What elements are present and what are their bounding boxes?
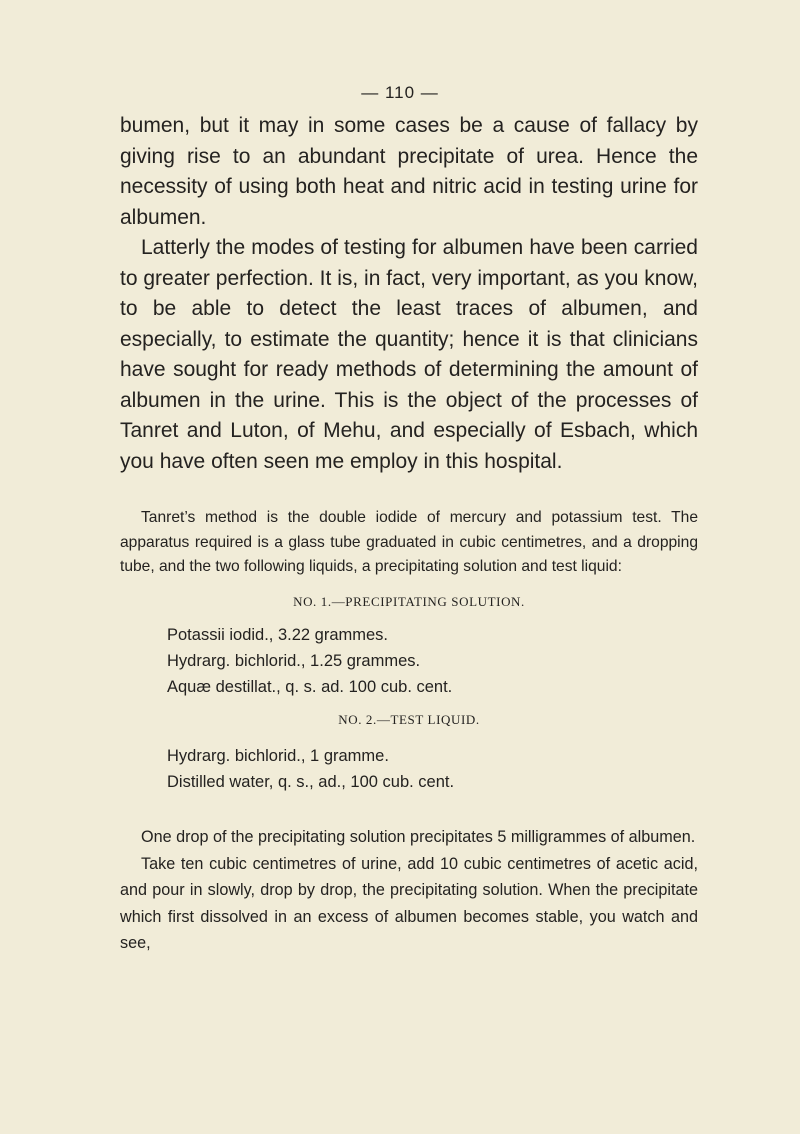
- recipe-line: Hydrarg. bichlorid., 1 gramme.: [167, 746, 389, 765]
- recipe-line: Hydrarg. bichlorid., 1.25 grammes.: [167, 652, 421, 670]
- paragraph-continuation: bumen, but it may in some cases be a cause of fallacy by giving rise to an abundant precipitate of urea. Hence the necessity of using both heat and nitric acid in testing urine for albumen.: [120, 114, 698, 229]
- recipe-line: Aquæ destillat., q. s. ad. 100 cub. cent.: [167, 678, 453, 696]
- solution1-recipe: [120, 622, 698, 700]
- paragraph-tanret-method: Tanret’s method is the double iodide of mercury and potassium test. The apparatus required is a glass tube graduated in cubic centimetres, and a dropping tube, and the two following liquids, a precipitating solution and test liquid:: [120, 509, 698, 575]
- method-section: [120, 506, 698, 795]
- solution2-heading: NO. 2.—TEST LIQUID.: [338, 712, 480, 727]
- solution2-recipe: [120, 743, 698, 795]
- solution1-heading: NO. 1.—PRECIPITATING SOLUTION.: [293, 593, 525, 609]
- recipe-line: Potassii iodid., 3.22 grammes.: [167, 626, 389, 644]
- main-text: [120, 111, 698, 477]
- paragraph-drop-rate: One drop of the precipitating solution precipitates 5 milligrammes of albumen.: [141, 828, 696, 846]
- recipe-line: Distilled water, q. s., ad., 100 cub. cent.: [167, 772, 455, 791]
- procedure-text: [120, 824, 698, 957]
- paragraph-testing-modes: Latterly the modes of testing for albumen have been carried to greater perfection. It is, in fact, very important, as you know, to be able to detect the least traces of albumen, and especially, to estimate the quantity; hence it is that clinicians have sought for ready methods of determining the amount of albumen in the urine. This is the object of the processes of Tanret and Luton, of Mehu, and especially of Esbach, which you have often seen me employ in this hospital.: [120, 236, 698, 473]
- paragraph-procedure: Take ten cubic centimetres of urine, add 10 cubic centimetres of acetic acid, and pour in slowly, drop by drop, the precipitating solution. When the precipitate which first dissolved in an excess of albumen becomes stable, you watch and see,: [120, 854, 698, 952]
- page-number: — 110 —: [361, 83, 439, 102]
